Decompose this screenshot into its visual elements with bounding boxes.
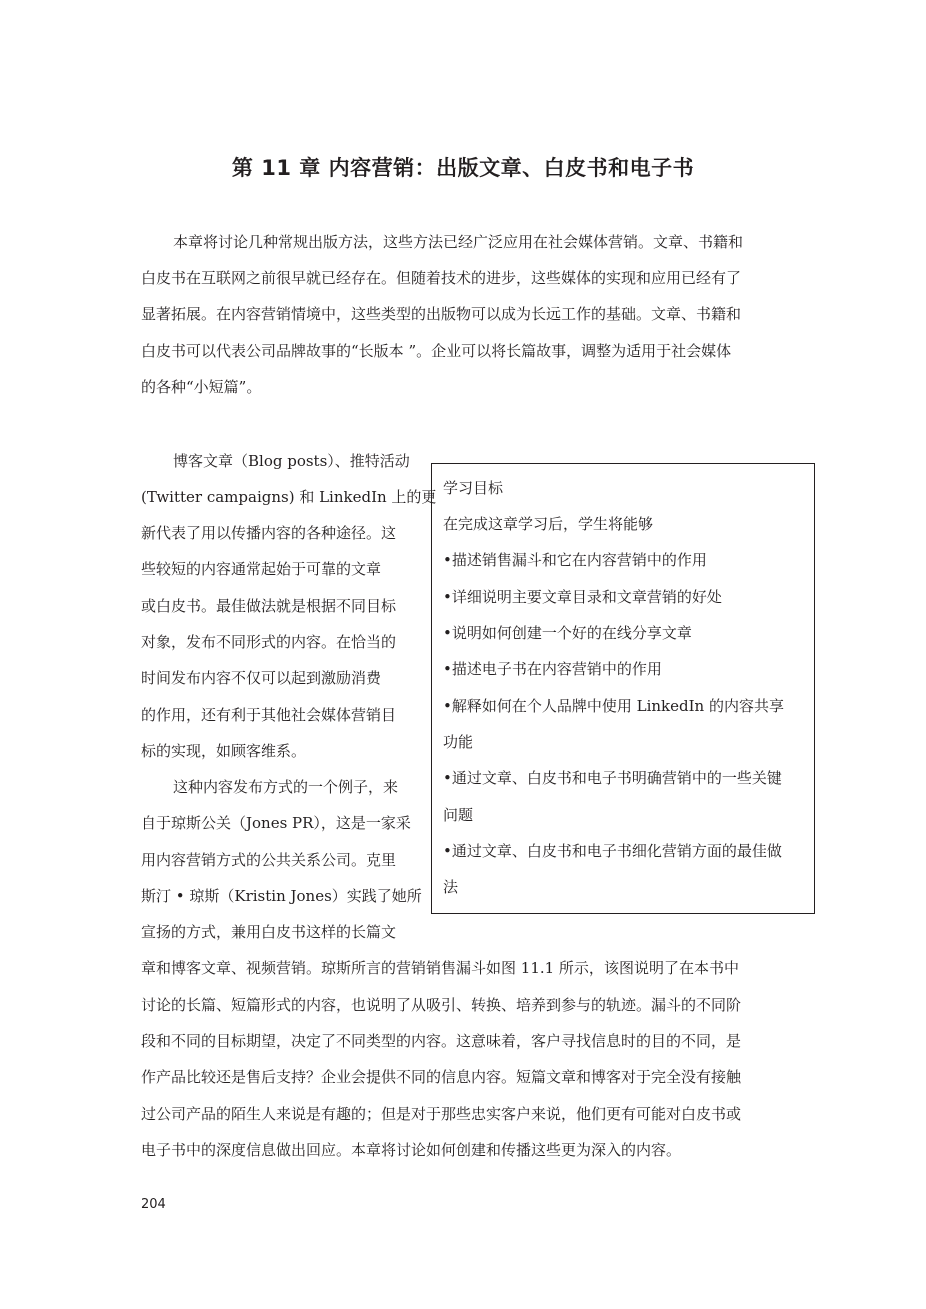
body-line: 作产品比较还是售后支持？企业会提供不同的信息内容。短篇文章和博客对于完全没有接触	[141, 1068, 742, 1086]
body-line: 过公司产品的陌生人来说是有趣的；但是对于那些忠实客户来说，他们更有可能对白皮书或	[141, 1105, 742, 1123]
chapter-title: 第 11 章 内容营销：出版文章、白皮书和电子书	[231, 156, 695, 180]
body-line: (Twitter campaigns) 和 LinkedIn 上的更	[141, 488, 437, 506]
intro-line: 的各种“小短篇”。	[141, 378, 262, 396]
objective-item-continued: 法	[443, 878, 459, 896]
body-line: 自于琼斯公关（Jones PR），这是一家采	[141, 814, 411, 832]
body-line: 博客文章（Blog posts）、推特活动	[173, 452, 410, 470]
intro-line: 白皮书可以代表公司品牌故事的“长版本 ”。企业可以将长篇故事，调整为适用于社会媒体	[141, 342, 732, 360]
objectives-heading: 学习目标	[443, 479, 504, 497]
intro-line: 显著拓展。在内容营销情境中，这些类型的出版物可以成为长远工作的基础。文章、书籍和	[141, 305, 742, 323]
objectives-intro: 在完成这章学习后，学生将能够	[443, 515, 654, 533]
learning-objectives-box	[431, 463, 815, 914]
body-line: 斯汀 • 琼斯（Kristin Jones）实践了她所	[141, 887, 422, 905]
intro-line: 本章将讨论几种常规出版方法，这些方法已经广泛应用在社会媒体营销。文章、书籍和	[173, 233, 744, 251]
body-line: 的作用，还有利于其他社会媒体营销目	[141, 706, 397, 724]
body-line: 章和博客文章、视频营销。琼斯所言的营销销售漏斗如图 11.1 所示，该图说明了在本书中	[141, 959, 739, 977]
body-line: 段和不同的目标期望，决定了不同类型的内容。这意味着，客户寻找信息时的目的不同，是	[141, 1032, 742, 1050]
body-line: 这种内容发布方式的一个例子，来	[173, 778, 399, 796]
body-line: 用内容营销方式的公共关系公司。克里	[141, 851, 397, 869]
objective-item: •解释如何在个人品牌中使用 LinkedIn 的内容共享	[443, 697, 784, 715]
body-line: 电子书中的深度信息做出回应。本章将讨论如何创建和传播这些更为深入的内容。	[141, 1141, 682, 1159]
objective-item: •通过文章、白皮书和电子书细化营销方面的最佳做	[443, 842, 782, 860]
body-line: 宣扬的方式，兼用白皮书这样的长篇文	[141, 923, 397, 941]
objective-item: •通过文章、白皮书和电子书明确营销中的一些关键	[443, 769, 782, 787]
objective-item: •详细说明主要文章目录和文章营销的好处	[443, 588, 722, 606]
body-line: 时间发布内容不仅可以起到激励消费	[141, 669, 382, 687]
objective-item: •描述电子书在内容营销中的作用	[443, 660, 662, 678]
page-number: 204	[141, 1197, 166, 1212]
objective-item: •描述销售漏斗和它在内容营销中的作用	[443, 551, 707, 569]
objective-item: •说明如何创建一个好的在线分享文章	[443, 624, 692, 642]
body-line: 或白皮书。最佳做法就是根据不同目标	[141, 597, 397, 615]
body-line: 新代表了用以传播内容的各种途径。这	[141, 524, 397, 542]
intro-line: 白皮书在互联网之前很早就已经存在。但随着技术的进步，这些媒体的实现和应用已经有了	[141, 269, 742, 287]
objective-item-continued: 问题	[443, 806, 474, 824]
body-line: 对象，发布不同形式的内容。在恰当的	[141, 633, 397, 651]
body-line: 讨论的长篇、短篇形式的内容，也说明了从吸引、转换、培养到参与的轨迹。漏斗的不同阶	[141, 996, 742, 1014]
body-line: 标的实现，如顾客维系。	[141, 742, 307, 760]
body-line: 些较短的内容通常起始于可靠的文章	[141, 560, 382, 578]
objective-item-continued: 功能	[443, 733, 474, 751]
